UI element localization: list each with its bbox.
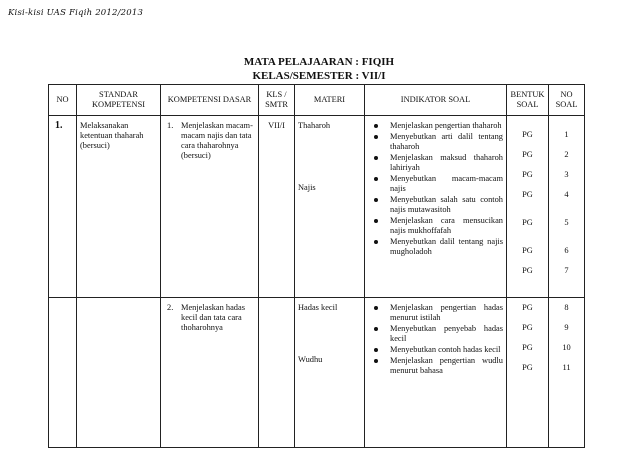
kls-smtr: VII/I bbox=[259, 116, 295, 298]
bullet-icon bbox=[374, 198, 378, 202]
bullet-icon bbox=[374, 124, 378, 128]
no-soal-cell-2 bbox=[549, 298, 585, 448]
materi-cell-2 bbox=[295, 298, 365, 448]
col-nosoal: NO SOAL bbox=[549, 85, 585, 116]
nosoal-value: 3 bbox=[564, 170, 569, 179]
bentuk-value: PG bbox=[522, 190, 533, 199]
nosoal-value: 11 bbox=[562, 363, 571, 372]
no-soal-cell-1 bbox=[549, 116, 585, 298]
bentuk-soal-cell-2 bbox=[507, 298, 549, 448]
standar-kompetensi: Melaksanakan ketentuan thaharah (bersuci) bbox=[77, 116, 161, 298]
bullet-icon bbox=[374, 327, 378, 331]
nosoal-value: 7 bbox=[564, 266, 569, 275]
list-item: Menyebutkan arti dalil tentang thaharoh bbox=[368, 132, 503, 152]
nosoal-value: 1 bbox=[564, 130, 569, 139]
list-item: Menyebutkan salah satu contoh najis mutawasitoh bbox=[368, 195, 503, 215]
bullet-icon bbox=[374, 219, 378, 223]
kompetensi-dasar-2 bbox=[161, 298, 259, 448]
bullet-icon bbox=[374, 306, 378, 310]
list-item: Menjelaskan pengertian hadas menurut istilah bbox=[368, 303, 503, 323]
materi-cell-1 bbox=[295, 116, 365, 298]
kompetensi-dasar-1 bbox=[161, 116, 259, 298]
kls-smtr-empty bbox=[259, 298, 295, 448]
col-kls: KLS / SMTR bbox=[259, 85, 295, 116]
col-bentuk: BENTUK SOAL bbox=[507, 85, 549, 116]
kd1-text: Menjelaskan macam-macam najis dan tata cara thaharohnya (bersuci) bbox=[181, 121, 253, 160]
bullet-icon bbox=[374, 359, 378, 363]
nosoal-value: 6 bbox=[564, 246, 569, 255]
nosoal-value: 5 bbox=[564, 218, 569, 227]
nosoal-value: 8 bbox=[564, 303, 569, 312]
nosoal-value: 10 bbox=[562, 343, 571, 352]
indikator-cell-2 bbox=[365, 298, 507, 448]
row-number: 1. bbox=[49, 116, 77, 298]
bentuk-value: PG bbox=[522, 218, 533, 227]
list-item: Menjelaskan pengertian thaharoh bbox=[368, 121, 503, 131]
materi-wudhu: Wudhu bbox=[298, 355, 323, 364]
indikator-cell-1 bbox=[365, 116, 507, 298]
row-number-empty bbox=[49, 298, 77, 448]
bentuk-value: PG bbox=[522, 323, 533, 332]
table-row bbox=[49, 116, 585, 298]
bentuk-value: PG bbox=[522, 363, 533, 372]
bentuk-value: PG bbox=[522, 170, 533, 179]
col-no: NO bbox=[49, 85, 77, 116]
bentuk-value: PG bbox=[522, 150, 533, 159]
table-row bbox=[49, 298, 585, 448]
list-item: Menjelaskan maksud thaharoh lahiriyah bbox=[368, 153, 503, 173]
list-item: Menyebutkan penyebab hadas kecil bbox=[368, 324, 503, 344]
page-subtitle: KELAS/SEMESTER : VII/I bbox=[252, 70, 386, 82]
col-materi: MATERI bbox=[295, 85, 365, 116]
nosoal-value: 9 bbox=[564, 323, 569, 332]
list-item: Menyebutkan dalil tentang najis mugholadoh bbox=[368, 237, 503, 257]
bentuk-value: PG bbox=[522, 130, 533, 139]
kd2-text: Menjelaskan hadas kecil dan tata cara thoharohnya bbox=[181, 303, 245, 332]
bentuk-value: PG bbox=[522, 303, 533, 312]
col-indikator: INDIKATOR SOAL bbox=[365, 85, 507, 116]
bentuk-value: PG bbox=[522, 246, 533, 255]
kisi-kisi-table bbox=[48, 84, 585, 448]
bullet-icon bbox=[374, 348, 378, 352]
bentuk-soal-cell-1 bbox=[507, 116, 549, 298]
kd2-number: 2. bbox=[167, 303, 174, 312]
bentuk-value: PG bbox=[522, 343, 533, 352]
list-item: Menjelaskan pengertian wudlu menurut bahasa bbox=[368, 356, 503, 376]
list-item: Menyebutkan contoh hadas kecil bbox=[368, 345, 503, 355]
bentuk-value: PG bbox=[522, 266, 533, 275]
table-header-row bbox=[49, 85, 585, 116]
header-note: Kisi-kisi UAS Fiqih 2012/2013 bbox=[8, 8, 144, 18]
standar-kompetensi-empty bbox=[77, 298, 161, 448]
materi-thaharoh: Thaharoh bbox=[298, 121, 331, 130]
page-title: MATA PELAJAARAN : FIQIH bbox=[243, 56, 395, 68]
col-kompetensi: KOMPETENSI DASAR bbox=[161, 85, 259, 116]
bullet-icon bbox=[374, 156, 378, 160]
nosoal-value: 4 bbox=[564, 190, 569, 199]
col-standar: STANDAR KOMPETENSI bbox=[77, 85, 161, 116]
materi-najis: Najis bbox=[298, 183, 316, 192]
list-item: Menyebutkan macam-macam najis bbox=[368, 174, 503, 194]
bullet-icon bbox=[374, 135, 378, 139]
bullet-icon bbox=[374, 177, 378, 181]
materi-hadas-kecil: Hadas kecil bbox=[298, 303, 338, 312]
kd1-number: 1. bbox=[167, 121, 174, 130]
nosoal-value: 2 bbox=[564, 150, 569, 159]
list-item: Menjelaskan cara mensucikan najis mukhoffafah bbox=[368, 216, 503, 236]
bullet-icon bbox=[374, 240, 378, 244]
